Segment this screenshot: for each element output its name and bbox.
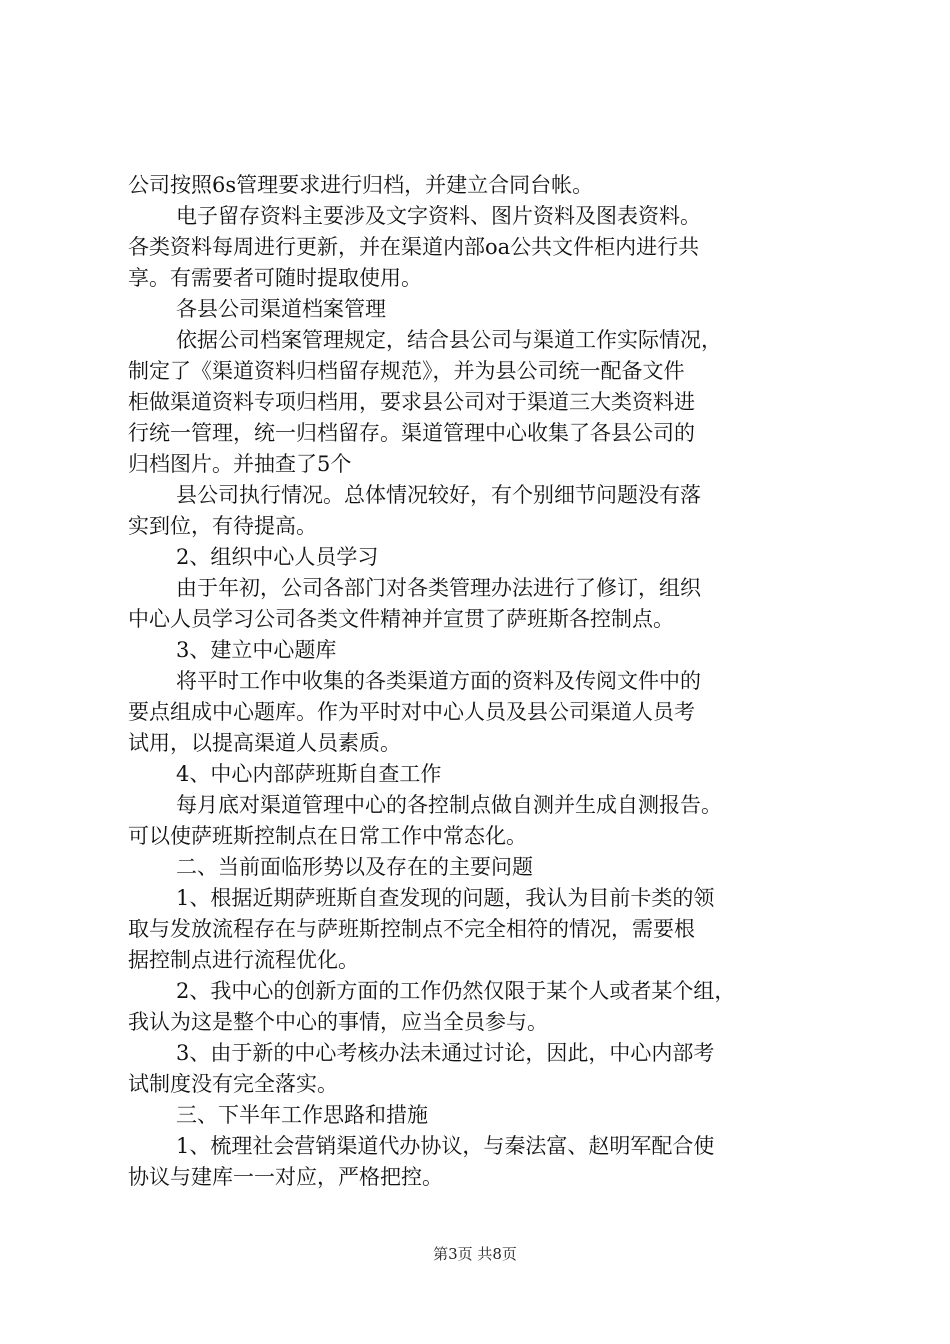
text-line: 3、建立中心题库 xyxy=(176,638,337,662)
text-line: 三、下半年工作思路和措施 xyxy=(176,1103,428,1127)
text-line: 依据公司档案管理规定，结合县公司与渠道工作实际情况， xyxy=(176,328,722,352)
text-line: 2、组织中心人员学习 xyxy=(176,545,379,569)
text-line: 电子留存资料主要涉及文字资料、图片资料及图表资料。 xyxy=(176,204,701,228)
text-line: 二、当前面临形势以及存在的主要问题 xyxy=(176,855,533,879)
text-line: 由于年初，公司各部门对各类管理办法进行了修订，组织 xyxy=(176,576,701,600)
text-line: 将平时工作中收集的各类渠道方面的资料及传阅文件中的 xyxy=(176,669,701,693)
text-line: 我认为这是整个中心的事情，应当全员参与。 xyxy=(128,1010,548,1034)
text-line: 3、由于新的中心考核办法未通过讨论，因此，中心内部考 xyxy=(176,1041,715,1065)
text-line: 各类资料每周进行更新，并在渠道内部oa公共文件柜内进行共 xyxy=(128,235,700,259)
text-line: 试用，以提高渠道人员素质。 xyxy=(128,731,401,755)
text-line: 中心人员学习公司各类文件精神并宣贯了萨班斯各控制点。 xyxy=(128,607,674,631)
text-line: 取与发放流程存在与萨班斯控制点不完全相符的情况，需要根 xyxy=(128,917,695,941)
text-line: 1、根据近期萨班斯自查发现的问题，我认为目前卡类的领 xyxy=(176,886,715,910)
text-line: 实到位，有待提高。 xyxy=(128,514,317,538)
text-line: 可以使萨班斯控制点在日常工作中常态化。 xyxy=(128,824,527,848)
text-line: 享。有需要者可随时提取使用。 xyxy=(128,266,422,290)
text-line: 试制度没有完全落实。 xyxy=(128,1072,338,1096)
text-line: 行统一管理，统一归档留存。渠道管理中心收集了各县公司的 xyxy=(128,421,695,445)
document-body xyxy=(128,170,840,1193)
text-line: 各县公司渠道档案管理 xyxy=(176,297,386,321)
text-line: 1、梳理社会营销渠道代办协议，与秦法富、赵明军配合使 xyxy=(176,1134,715,1158)
text-line: 要点组成中心题库。作为平时对中心人员及县公司渠道人员考 xyxy=(128,700,695,724)
text-line: 每月底对渠道管理中心的各控制点做自测并生成自测报告。 xyxy=(176,793,722,817)
text-line: 据控制点进行流程优化。 xyxy=(128,948,359,972)
text-line: 县公司执行情况。总体情况较好，有个别细节问题没有落 xyxy=(176,483,701,507)
text-line: 制定了《渠道资料归档留存规范》，并为县公司统一配备文件 xyxy=(128,359,685,383)
text-line: 2、我中心的创新方面的工作仍然仅限于某个人或者某个组， xyxy=(176,979,736,1003)
text-line: 归档图片。并抽查了5个 xyxy=(128,452,352,476)
text-line: 4、中心内部萨班斯自查工作 xyxy=(176,762,442,786)
text-line: 柜做渠道资料专项归档用，要求县公司对于渠道三大类资料进 xyxy=(128,390,695,414)
text-line: 协议与建库一一对应，严格把控。 xyxy=(128,1165,443,1189)
page-footer: 第3页 共8页 xyxy=(433,1245,517,1263)
text-line: 公司按照6s管理要求进行归档，并建立合同台帐。 xyxy=(128,173,594,197)
